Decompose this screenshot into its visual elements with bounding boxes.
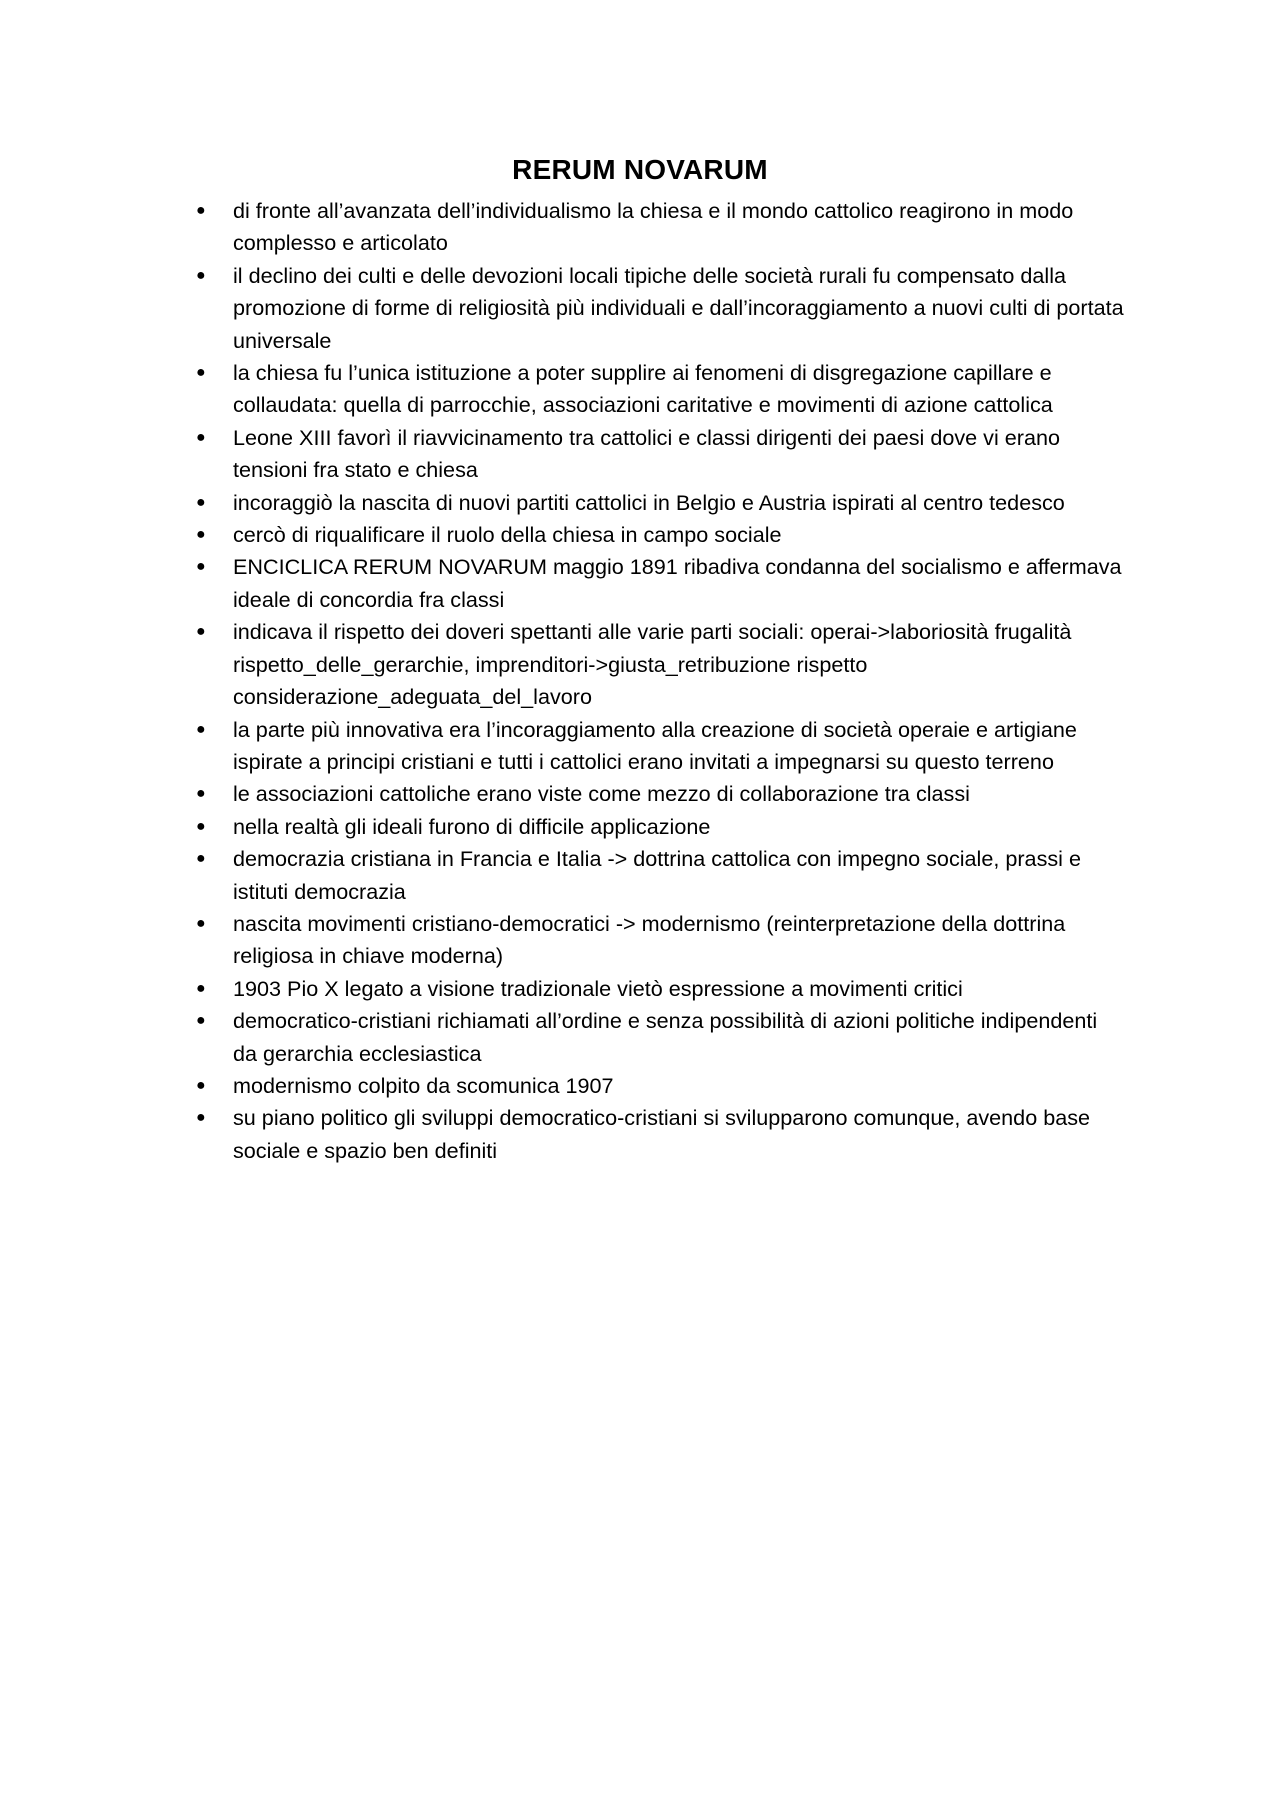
page-title: RERUM NOVARUM bbox=[512, 154, 768, 185]
list-item bbox=[196, 260, 1126, 357]
bullet-icon: ● bbox=[196, 623, 206, 641]
list-item bbox=[196, 778, 1126, 810]
bullet-icon: ● bbox=[196, 364, 206, 382]
bullet-icon: ● bbox=[196, 785, 206, 803]
list-item-text: 1903 Pio X legato a visione tradizionale vietò espressione a movimenti critici bbox=[233, 975, 963, 1001]
list-item-text: ENCICLICA RERUM NOVARUM maggio 1891 ribadiva condanna del socialismo e affermava ideale di concordia fra classi bbox=[233, 554, 1122, 612]
bullet-icon: ● bbox=[196, 1109, 206, 1127]
bullet-icon: ● bbox=[196, 428, 206, 446]
list-item-text: modernismo colpito da scomunica 1907 bbox=[233, 1072, 614, 1098]
list-item-text: indicava il rispetto dei doveri spettanti alle varie parti sociali: operai->laboriosità frugalità rispetto_delle_gerarchie, imprenditori->giusta_retribuzione rispetto considerazione_adeguata_del_lavoro bbox=[233, 619, 1072, 710]
list-item bbox=[196, 1070, 1126, 1102]
bullet-icon: ● bbox=[196, 558, 206, 576]
list-item-text: il declino dei culti e delle devozioni locali tipiche delle società rurali fu compensato dalla promozione di forme di religiosità più individuali e dall’incoraggiamento a nuovi culti di portata universale bbox=[233, 262, 1124, 353]
list-item-text: nascita movimenti cristiano-democratici -> modernismo (reinterpretazione della dottrina religiosa in chiave moderna) bbox=[233, 910, 1066, 969]
list-item bbox=[196, 1102, 1126, 1167]
list-item bbox=[196, 195, 1126, 260]
bullet-icon: ● bbox=[196, 720, 206, 738]
list-item-text: democrazia cristiana in Francia e Italia -> dottrina cattolica con impegno sociale, prassi e istituti democrazia bbox=[233, 846, 1081, 904]
bullet-icon: ● bbox=[196, 979, 206, 997]
list-item bbox=[196, 357, 1126, 422]
list-item-text: democratico-cristiani richiamati all’ordine e senza possibilità di azioni politiche indipendenti da gerarchia ecclesiastica bbox=[233, 1008, 1098, 1066]
bullet-icon: ● bbox=[196, 850, 206, 868]
list-item-text: di fronte all’avanzata dell’individualismo la chiesa e il mondo cattolico reagirono in modo complesso e articolato bbox=[233, 198, 1074, 256]
list-item bbox=[196, 908, 1126, 973]
bullet-icon: ● bbox=[196, 1012, 206, 1030]
list-item-text: Leone XIII favorì il riavvicinamento tra cattolici e classi dirigenti dei paesi dove vi erano tensioni fra stato e chiesa bbox=[233, 424, 1060, 483]
list-item-text: incoraggiò la nascita di nuovi partiti cattolici in Belgio e Austria ispirati al centro tedesco bbox=[233, 489, 1065, 515]
bullet-icon: ● bbox=[196, 817, 206, 835]
list-item bbox=[196, 973, 1126, 1005]
list-item bbox=[196, 843, 1126, 908]
list-item-text: cercò di riqualificare il ruolo della chiesa in campo sociale bbox=[233, 522, 782, 548]
list-item-text: la parte più innovativa era l’incoraggiamento alla creazione di società operaie e artigiane ispirate a principi cristiani e tutti i cattolici erano invitati a impegnarsi su questo terreno bbox=[233, 716, 1077, 774]
bullet-icon: ● bbox=[196, 493, 206, 511]
list-item-text: su piano politico gli sviluppi democratico-cristiani si svilupparono comunque, avendo base sociale e spazio ben definiti bbox=[233, 1105, 1091, 1163]
list-item-text: nella realtà gli ideali furono di difficile applicazione bbox=[233, 813, 711, 839]
list-item-text: le associazioni cattoliche erano viste come mezzo di collaborazione tra classi bbox=[233, 781, 970, 807]
list-item bbox=[196, 616, 1126, 713]
list-item bbox=[196, 422, 1126, 487]
bullet-icon: ● bbox=[196, 526, 206, 544]
list-item bbox=[196, 714, 1126, 779]
list-item bbox=[196, 811, 1126, 843]
list-item bbox=[196, 487, 1126, 519]
list-item-text: la chiesa fu l’unica istituzione a poter supplire ai fenomeni di disgregazione capillare e collaudata: quella di parrocchie, associazioni caritative e movimenti di azione cattolica bbox=[233, 360, 1053, 418]
list-item bbox=[196, 1005, 1126, 1070]
list-item bbox=[196, 519, 1126, 551]
bullet-icon: ● bbox=[196, 202, 206, 219]
list-item bbox=[196, 551, 1126, 616]
bullet-icon: ● bbox=[196, 266, 206, 284]
bullet-icon: ● bbox=[196, 914, 206, 932]
bullet-list bbox=[196, 195, 1126, 1167]
bullet-icon: ● bbox=[196, 1076, 206, 1094]
